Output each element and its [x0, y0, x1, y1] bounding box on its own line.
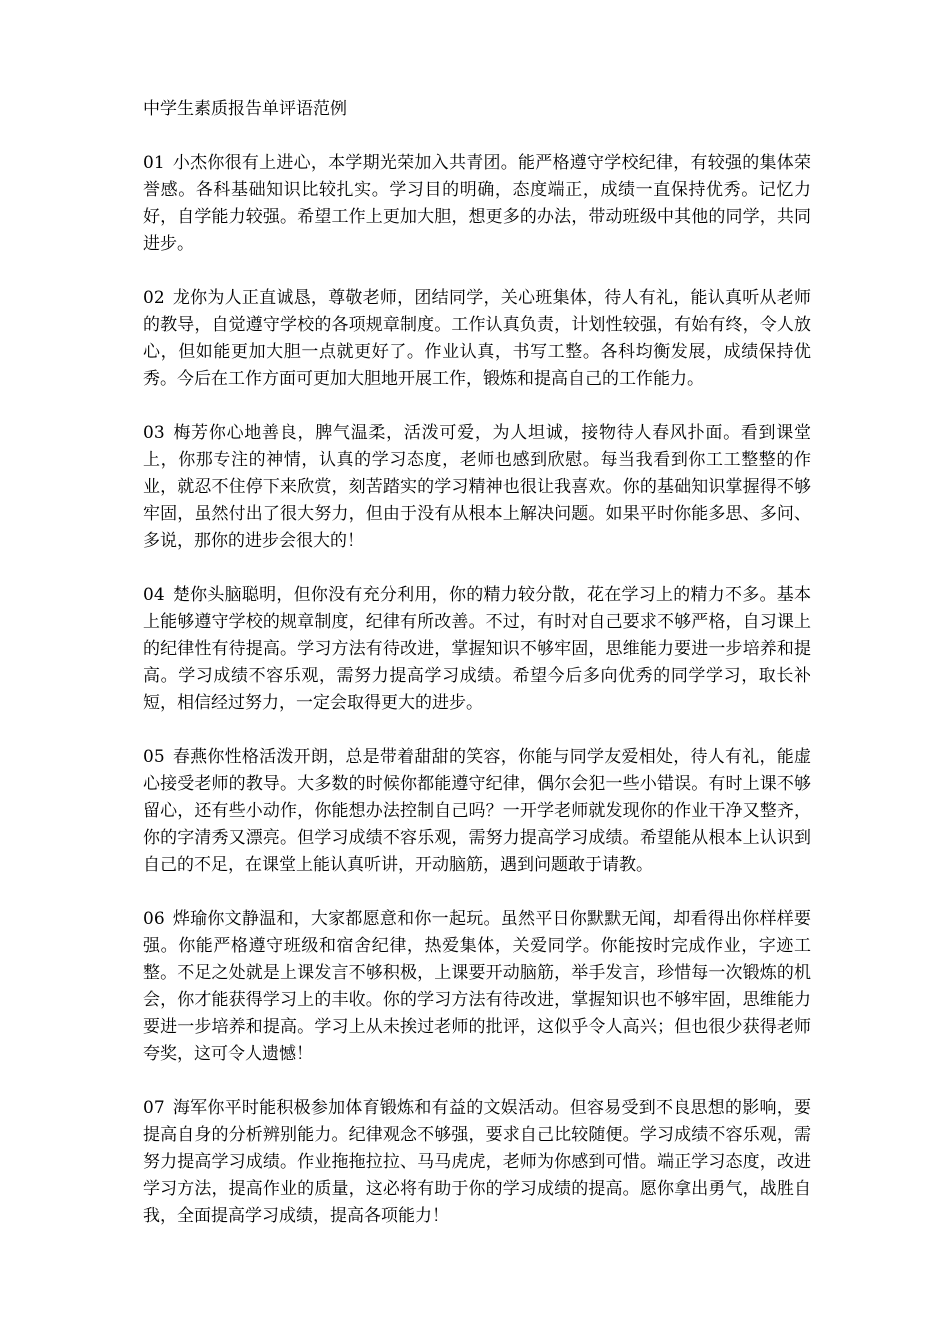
entry-number: 05	[143, 747, 165, 767]
comment-entry-01	[143, 150, 811, 258]
entry-number: 06	[143, 909, 165, 929]
entry-number: 01	[143, 153, 165, 173]
entry-text: 龙你为人正直诚恳，尊敬老师，团结同学，关心班集体，待人有礼，能认真听从老师的教导，自觉遵守学校的各项规章制度。工作认真负责，计划性较强，有始有终，令人放心，但如能更加大胆一点就更好了。作业认真，书写工整。各科均衡发展，成绩保持优秀。今后在工作方面可更加大胆地开展工作，锻炼和提高自己的工作能力。	[143, 288, 811, 389]
document-page	[143, 96, 811, 1257]
entry-text: 海军你平时能积极参加体育锻炼和有益的文娱活动。但容易受到不良思想的影响，要提高自身的分析辨别能力。纪律观念不够强，要求自己比较随便。学习成绩不容乐观，需努力提高学习成绩。作业拖拖拉拉、马马虎虎，老师为你感到可惜。端正学习态度，改进学习方法，提高作业的质量，这必将有助于你的学习成绩的提高。愿你拿出勇气，战胜自我，全面提高学习成绩，提高各项能力！	[143, 1098, 811, 1226]
entry-number: 07	[143, 1098, 165, 1118]
entry-text: 楚你头脑聪明，但你没有充分利用，你的精力较分散，花在学习上的精力不多。基本上能够遵守学校的规章制度，纪律有所改善。不过，有时对自己要求不够严格，自习课上的纪律性有待提高。学习方法有待改进，掌握知识不够牢固，思维能力要进一步培养和提高。学习成绩不容乐观，需努力提高学习成绩。希望今后多向优秀的同学学习，取长补短，相信经过努力，一定会取得更大的进步。	[143, 585, 811, 713]
entry-number: 03	[143, 423, 165, 443]
comment-entry-02	[143, 285, 811, 393]
entry-text: 梅芳你心地善良，脾气温柔，活泼可爱，为人坦诚，接物待人春风扑面。看到课堂上，你那专注的神情，认真的学习态度，老师也感到欣慰。每当我看到你工工整整的作业，就忍不住停下来欣赏，刻苦踏实的学习精神也很让我喜欢。你的基础知识掌握得不够牢固，虽然付出了很大努力，但由于没有从根本上解决问题。如果平时你能多思、多问、多说，那你的进步会很大的！	[143, 423, 811, 551]
entry-number: 04	[143, 585, 165, 605]
comment-entry-05	[143, 744, 811, 879]
entry-text: 春燕你性格活泼开朗，总是带着甜甜的笑容，你能与同学友爱相处，待人有礼，能虚心接受老师的教导。大多数的时候你都能遵守纪律，偶尔会犯一些小错误。有时上课不够留心，还有些小动作，你能想办法控制自己吗？一开学老师就发现你的作业干净又整齐，你的字清秀又漂亮。但学习成绩不容乐观，需努力提高学习成绩。希望能从根本上认识到自己的不足，在课堂上能认真听讲，开动脑筋，遇到问题敢于请教。	[143, 747, 811, 875]
comment-entry-04	[143, 582, 811, 717]
comment-entry-03	[143, 420, 811, 555]
document-title: 中学生素质报告单评语范例	[143, 99, 347, 119]
entry-number: 02	[143, 288, 165, 308]
entry-text: 烨瑜你文静温和，大家都愿意和你一起玩。虽然平日你默默无闻，却看得出你样样要强。你能严格遵守班级和宿舍纪律，热爱集体，关爱同学。你能按时完成作业，字迹工整。不足之处就是上课发言不够积极，上课要开动脑筋，举手发言，珍惜每一次锻炼的机会，你才能获得学习上的丰收。你的学习方法有待改进，掌握知识也不够牢固，思维能力要进一步培养和提高。学习上从未挨过老师的批评，这似乎令人高兴；但也很少获得老师夸奖，这可令人遗憾！	[143, 909, 811, 1064]
comment-entry-07	[143, 1095, 811, 1230]
comment-entry-06	[143, 906, 811, 1068]
entry-text: 小杰你很有上进心，本学期光荣加入共青团。能严格遵守学校纪律，有较强的集体荣誉感。各科基础知识比较扎实。学习目的明确，态度端正，成绩一直保持优秀。记忆力好，自学能力较强。希望工作上更加大胆，想更多的办法，带动班级中其他的同学，共同进步。	[143, 153, 811, 254]
